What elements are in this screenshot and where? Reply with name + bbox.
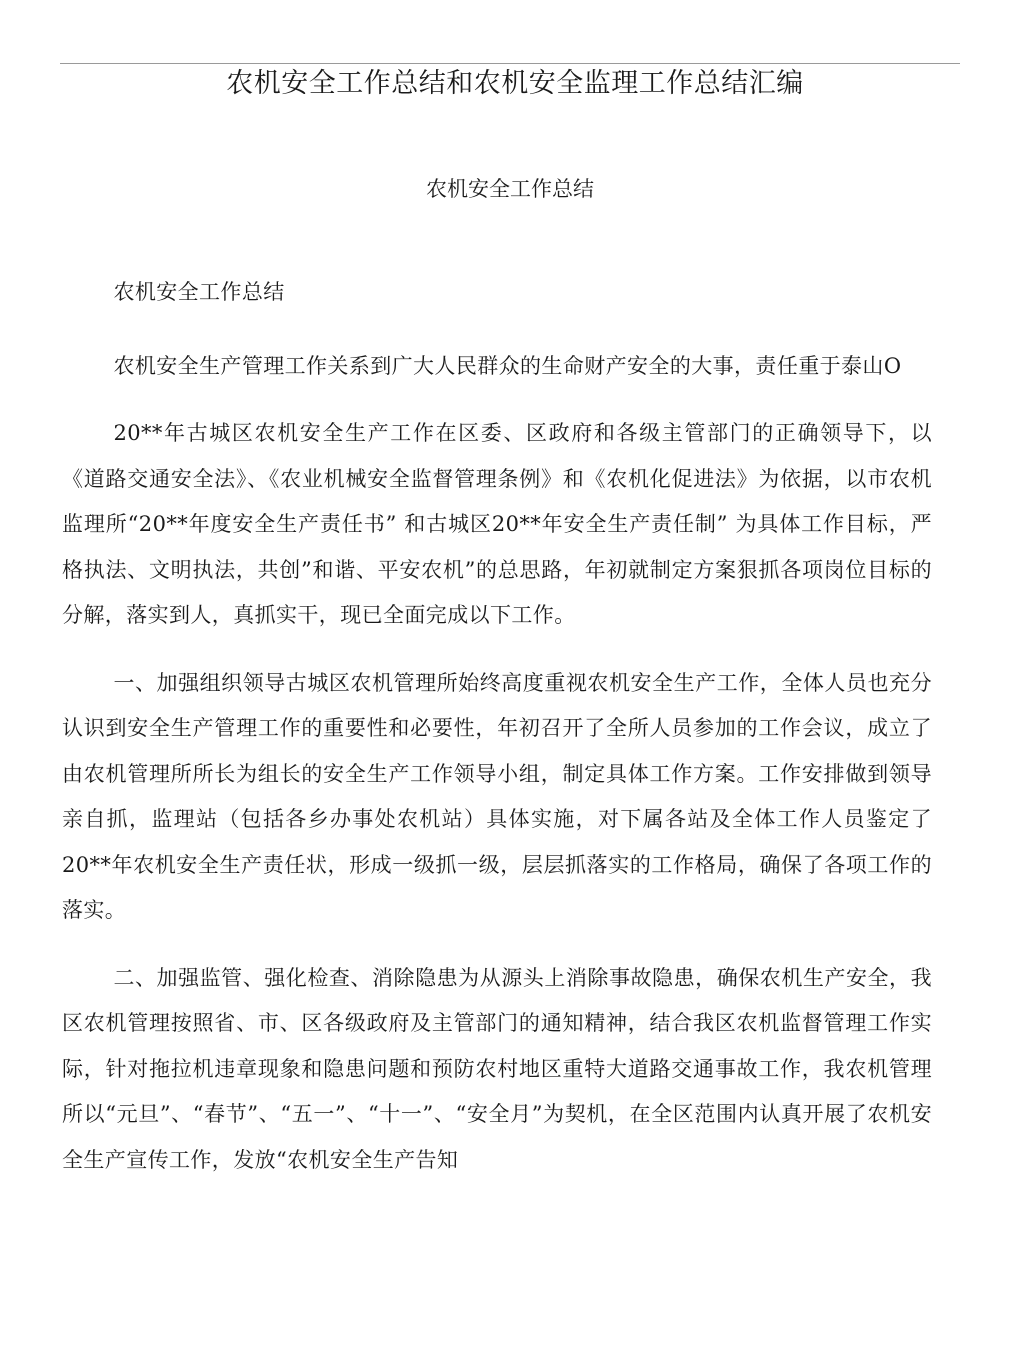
- paragraph-overview: 20**年古城区农机安全生产工作在区委、区政府和各级主管部门的正确领导下，以《道路交通安全法》、《农业机械安全监督管理条例》和《农机化促进法》为依据，以市农机监理所“20**年度安全生产责任书” 和古城区20**年安全生产责任制” 为具体工作目标，严格执法、文明执法，共创”和谐、平安农机”的总思路，年初就制定方案狠抓各项岗位目标的分解，落实到人，真抓实干，现已全面完成以下工作。: [62, 421, 932, 627]
- section-title: 农机安全工作总结: [426, 177, 594, 201]
- document-body: [62, 270, 932, 1205]
- paragraph-heading: 农机安全工作总结: [113, 280, 285, 304]
- paragraph-intro: 农机安全生产管理工作关系到广大人民群众的生命财产安全的大事，责任重于泰山O: [113, 353, 902, 378]
- paragraph-section-one: 一、加强组织领导古城区农机管理所始终高度重视农机安全生产工作，全体人员也充分认识到安全生产管理工作的重要性和必要性，年初召开了全所人员参加的工作会议，成立了由农机管理所所长为组长的安全生产工作领导小组，制定具体工作方案。工作安排做到领导亲自抓，监理站（包括各乡办事处农机站）具体实施，对下属各站及全体工作人员鉴定了 20**年农机安全生产责任状，形成一级抓一级，层层抓落实的工作格局，确保了各项工作的落实。: [62, 670, 932, 922]
- paragraph-section-two: 二、加强监管、强化检查、消除隐患为从源头上消除事故隐患，确保农机生产安全，我区农机管理按照省、市、区各级政府及主管部门的通知精神，结合我区农机监督管理工作实际，针对拖拉机违章现象和隐患问题和预防农村地区重特大道路交通事故工作，我农机管理所以“元旦”、“春节”、“五一”、“十一”、“安全月”为契机，在全区范围内认真开展了农机安全生产宣传工作，发放“农机安全生产告知: [62, 965, 932, 1172]
- document-title: 农机安全工作总结和农机安全监理工作总结汇编: [226, 68, 804, 99]
